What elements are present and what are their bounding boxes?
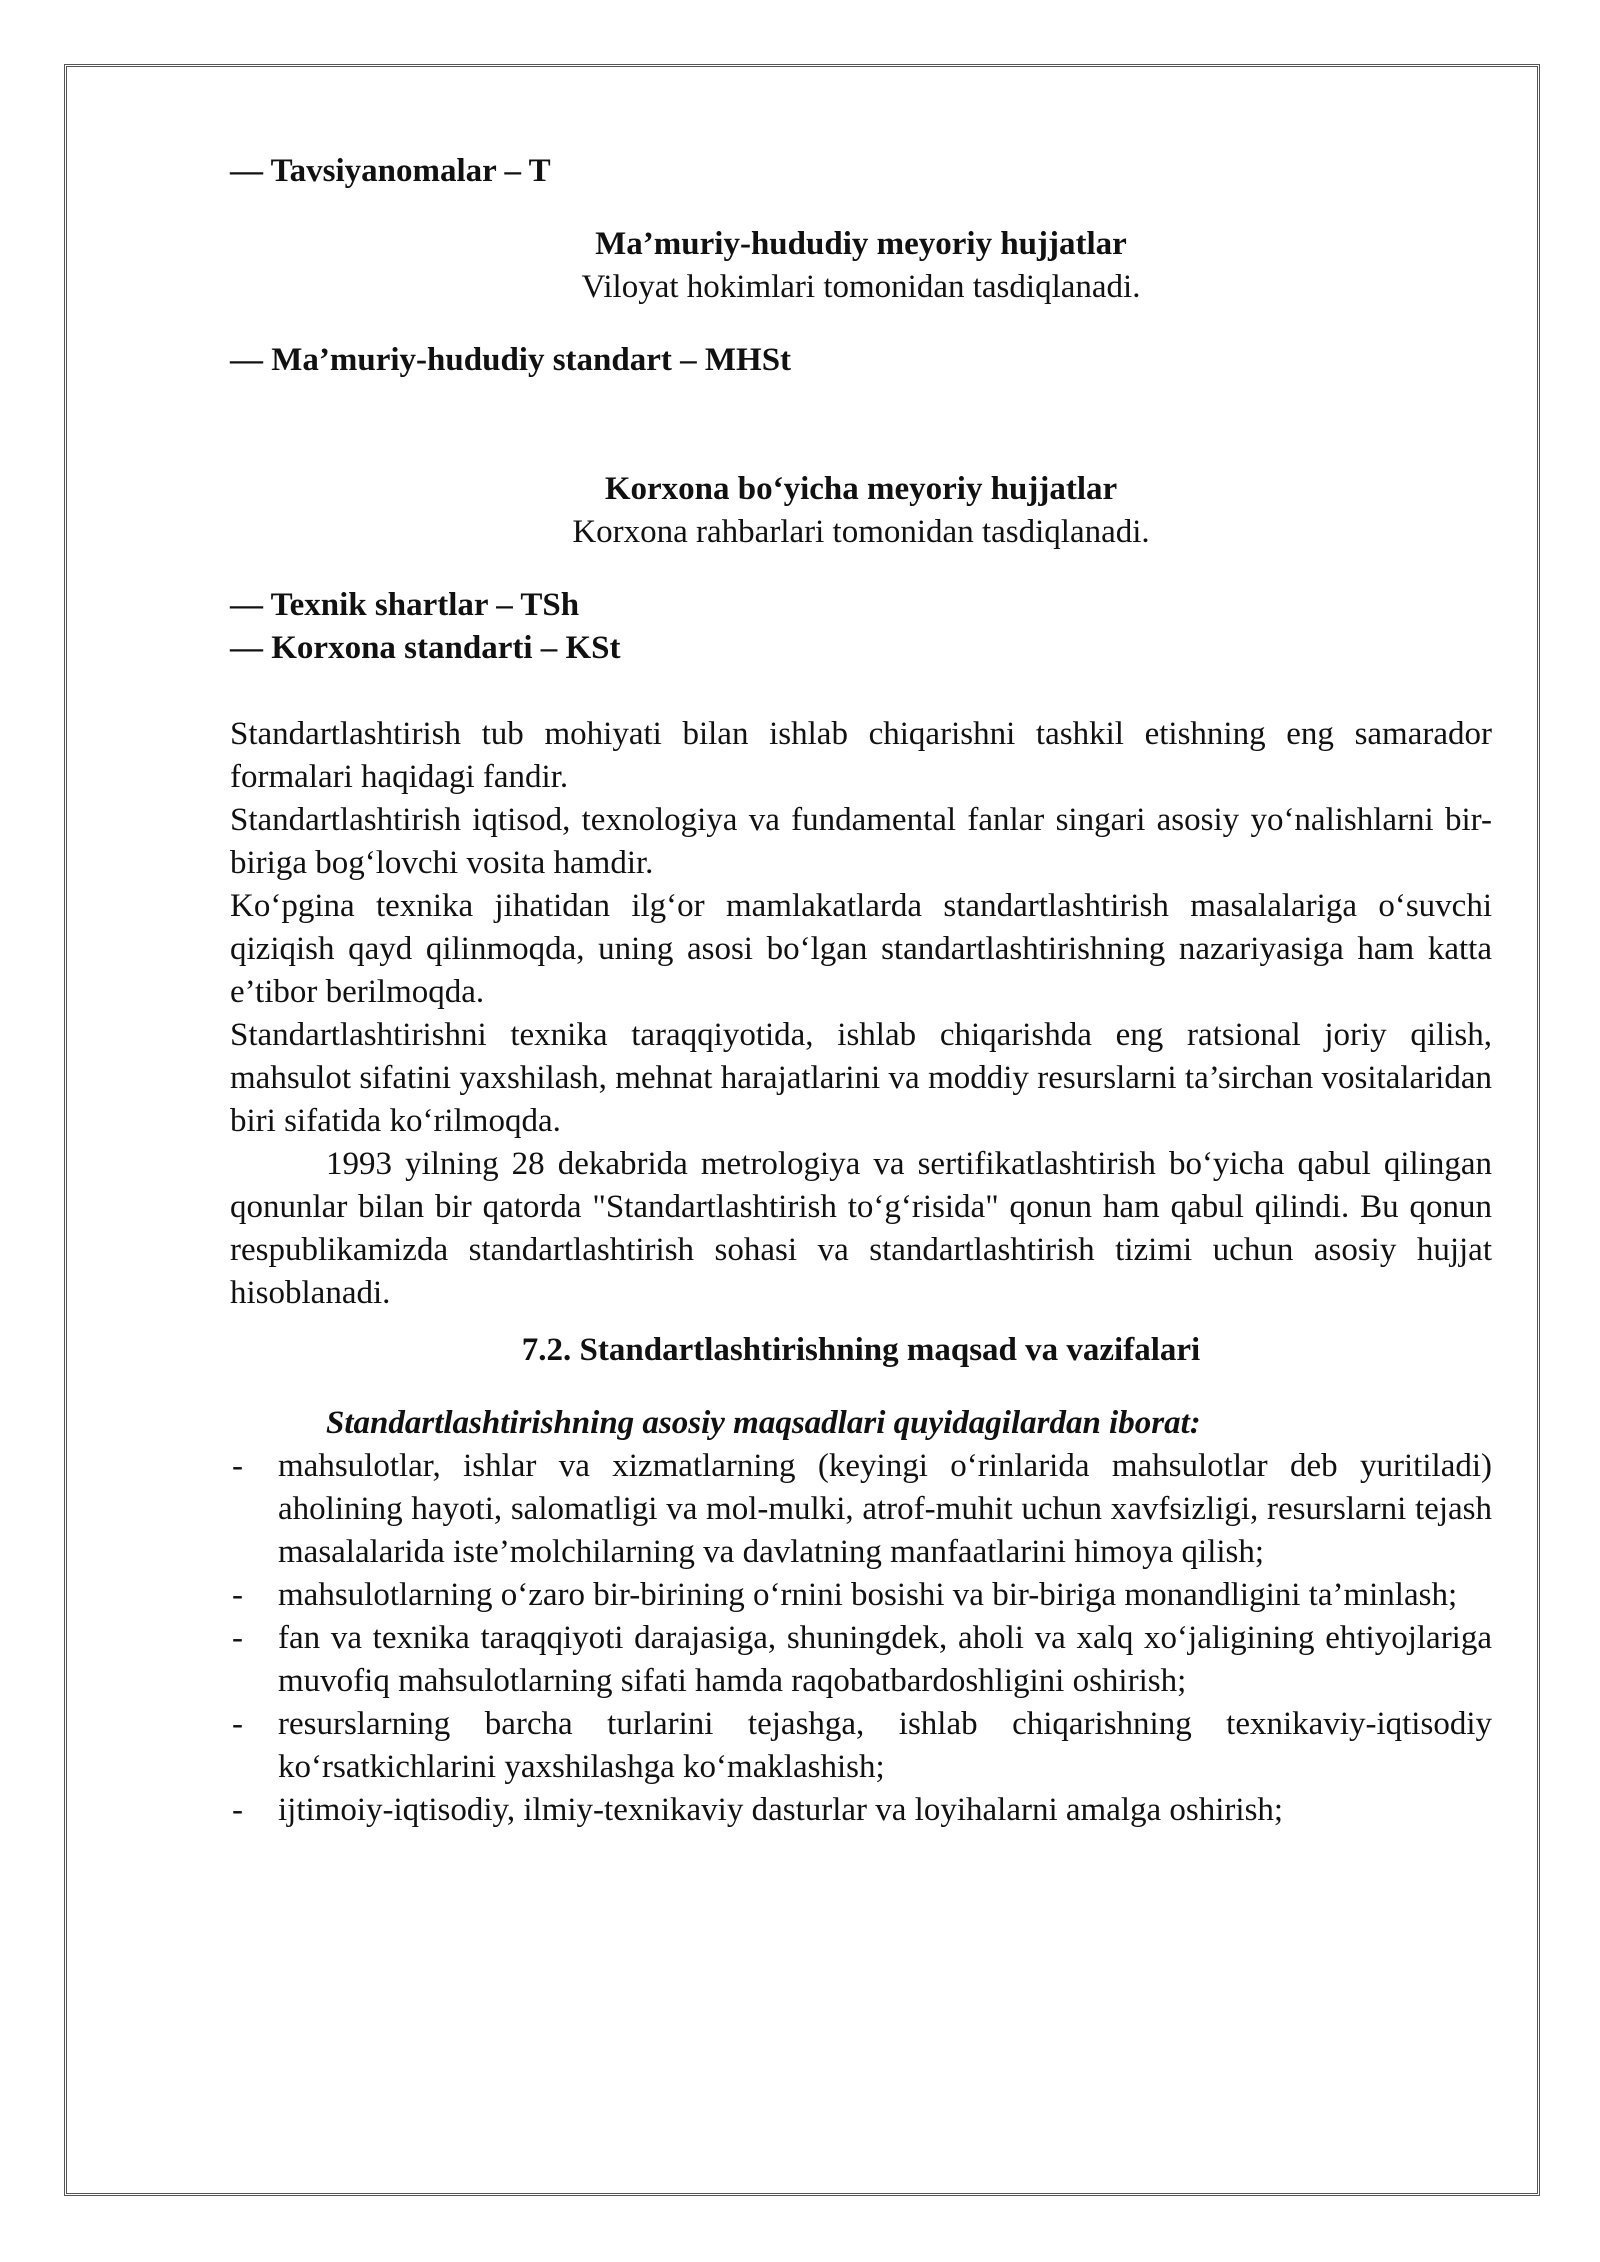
bullet-marker: -: [232, 1620, 243, 1656]
list-item-tavsiyanomalar: — Tavsiyanomalar – T: [230, 153, 551, 189]
section-title-mamuriy: Ma’muriy-hududiy meyoriy hujjatlar: [595, 226, 1127, 262]
list-item-tsh: — Texnik shartlar – TSh: [230, 587, 580, 623]
paragraph-5: 1993 yilning 28 dekabrida metrologiya va sertifikatlashtirish bo‘yicha qabul qilingan qonunlar bilan bir qatorda "Standartlashtirish to‘g‘risida" qonun ham qabul qilindi. Bu qonun respublikamizda standartlashtirish sohasi va standartlashtirish tizimi uchun asosiy hujjat hisoblanadi.: [230, 1146, 1492, 1311]
list-item: [230, 1445, 1492, 1574]
section-lead-7-2: Standartlashtirishning asosiy maqsadlari quyidagilardan iborat:: [326, 1405, 1201, 1441]
list-item-mhst: — Ma’muriy-hududiy standart – MHSt: [230, 342, 792, 378]
bullet-marker: -: [232, 1792, 243, 1828]
list-item: [230, 1789, 1492, 1832]
list-item-text: ijtimoiy-iqtisodiy, ilmiy-texnikaviy dasturlar va loyihalarni amalga oshirish;: [278, 1792, 1284, 1828]
paragraph-2: Standartlashtirish iqtisod, texnologiya va fundamental fanlar singari asosiy yo‘nalishlarni bir-biriga bog‘lovchi vosita hamdir.: [230, 802, 1492, 881]
bullet-marker: -: [232, 1448, 243, 1484]
bullet-marker: -: [232, 1577, 243, 1613]
list-item: [230, 1617, 1492, 1703]
list-item-text: resurslarning barcha turlarini tejashga, ishlab chiqarishning texnikaviy-iqtisodiy ko‘rsatkichlarini yaxshilashga ko‘maklashish;: [278, 1706, 1492, 1785]
list-item: [230, 1574, 1492, 1617]
section-title-korxona: Korxona bo‘yicha meyoriy hujjatlar: [604, 471, 1118, 507]
section-subtitle-mamuriy: Viloyat hokimlari tomonidan tasdiqlanadi.: [581, 269, 1141, 305]
paragraph-3: Ko‘pgina texnika jihatidan ilg‘or mamlakatlarda standartlashtirish masalalariga o‘suvchi qiziqish qayd qilinmoqda, uning asosi bo‘lgan standartlashtirishning nazariyasiga ham katta e’tibor berilmoqda.: [230, 888, 1492, 1010]
bullet-marker: -: [232, 1706, 243, 1742]
list-item: [230, 1703, 1492, 1789]
section-heading-7-2: 7.2. Standartlashtirishning maqsad va vazifalari: [521, 1332, 1201, 1368]
section-subtitle-korxona: Korxona rahbarlari tomonidan tasdiqlanadi.: [572, 514, 1150, 550]
list-item-text: mahsulotlarning o‘zaro bir-birining o‘rnini bosishi va bir-biriga monandligini ta’minlash;: [278, 1577, 1458, 1613]
document-body: [230, 150, 1492, 1832]
list-item-text: mahsulotlar, ishlar va xizmatlarning (keyingi o‘rinlarida mahsulotlar deb yuritiladi) aholining hayoti, salomatligi va mol-mulki, atrof-muhit uchun xavfsizligi, resurslarni tejash masalalarida iste’molchilarning va davlatning manfaatlarini himoya qilish;: [278, 1448, 1492, 1570]
list-item-kst: — Korxona standarti – KSt: [230, 630, 621, 666]
paragraph-4: Standartlashtirishni texnika taraqqiyotida, ishlab chiqarishda eng ratsional joriy qilish, mahsulot sifatini yaxshilash, mehnat harajatlarini va moddiy resurslarni ta’sirchan vositalaridan biri sifatida ko‘rilmoqda.: [230, 1017, 1492, 1139]
goals-list: [230, 1445, 1492, 1832]
paragraph-1: Standartlashtirish tub mohiyati bilan ishlab chiqarishni tashkil etishning eng samarador formalari haqidagi fandir.: [230, 716, 1492, 795]
list-item-text: fan va texnika taraqqiyoti darajasiga, shuningdek, aholi va xalq xo‘jaligining ehtiyojlariga muvofiq mahsulotlarning sifati hamda raqobatbardoshligini oshirish;: [278, 1620, 1492, 1699]
